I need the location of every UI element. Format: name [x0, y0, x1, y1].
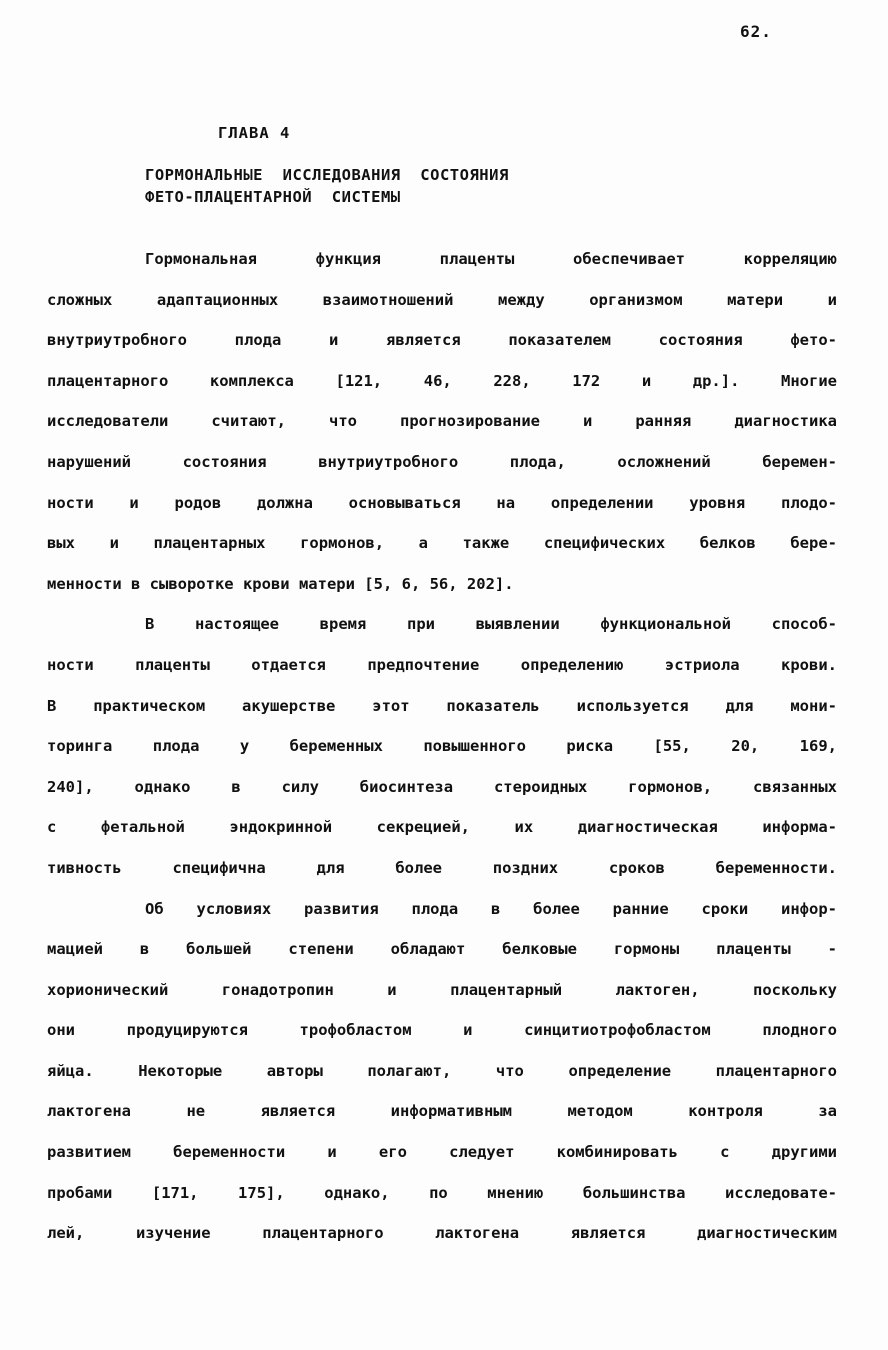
text-line: плацентарного комплекса [121, 46, 228, 172 и др.]. Многие — [47, 371, 837, 390]
text-line: ности и родов должна основываться на определении уровня плодо- — [47, 493, 837, 512]
chapter-label: ГЛАВА 4 — [218, 124, 291, 142]
text-line: Гормональная функция плаценты обеспечивает корреляцию — [145, 250, 837, 268]
text-line: нарушений состояния внутриутробного плода, осложнений беремен- — [47, 452, 837, 471]
text-line: исследователи считают, что прогнозирование и ранняя диагностика — [47, 412, 837, 431]
text-line: тивность специфична для более поздних сроков беременности. — [47, 858, 837, 877]
text-line: менности в сыворотке крови матери [5, 6, 56, 202]. — [47, 574, 514, 593]
text-line: 240], однако в силу биосинтеза стероидных гормонов, связанных — [47, 777, 837, 796]
text-line: пробами [171, 175], однако, по мнению большинства исследовате- — [47, 1183, 837, 1202]
text-line: В настоящее время при выявлении функциональной способ- — [145, 615, 837, 634]
text-line: Об условиях развития плода в более ранние сроки инфор- — [145, 899, 837, 918]
text-line: яйца. Некоторые авторы полагают, что определение плацентарного — [47, 1061, 837, 1080]
text-line: сложных адаптационных взаимотношений между организмом матери и — [47, 290, 837, 309]
chapter-title — [145, 164, 509, 208]
text-line: лей, изучение плацентарного лактогена является диагностическим — [47, 1224, 837, 1243]
text-line: вых и плацентарных гормонов, а также специфических белков бере- — [47, 534, 837, 553]
page-number: 62. — [740, 22, 772, 41]
text-line: торинга плода у беременных повышенного риска [55, 20, 169, — [47, 737, 837, 756]
text-line: с фетальной эндокринной секрецией, их диагностическая информа- — [47, 818, 837, 837]
text-line: ности плаценты отдается предпочтение определению эстриола крови. — [47, 655, 837, 674]
text-line: В практическом акушерстве этот показатель используется для мони- — [47, 696, 837, 715]
text-line: внутриутробного плода и является показателем состояния фето- — [47, 331, 837, 350]
chapter-title-line: ФЕТО-ПЛАЦЕНТАРНОЙ СИСТЕМЫ — [145, 188, 401, 206]
text-line: мацией в большей степени обладают белковые гормоны плаценты - — [47, 940, 837, 959]
text-line: развитием беременности и его следует комбинировать с другими — [47, 1143, 837, 1162]
text-line: они продуцируются трофобластом и синцитиотрофобластом плодного — [47, 1021, 837, 1040]
chapter-title-line: ГОРМОНАЛЬНЫЕ ИССЛЕДОВАНИЯ СОСТОЯНИЯ — [145, 166, 509, 184]
text-line: хорионический гонадотропин и плацентарный лактоген, поскольку — [47, 980, 837, 999]
body-text — [47, 244, 837, 1259]
text-line: лактогена не является информативным методом контроля за — [47, 1102, 837, 1121]
